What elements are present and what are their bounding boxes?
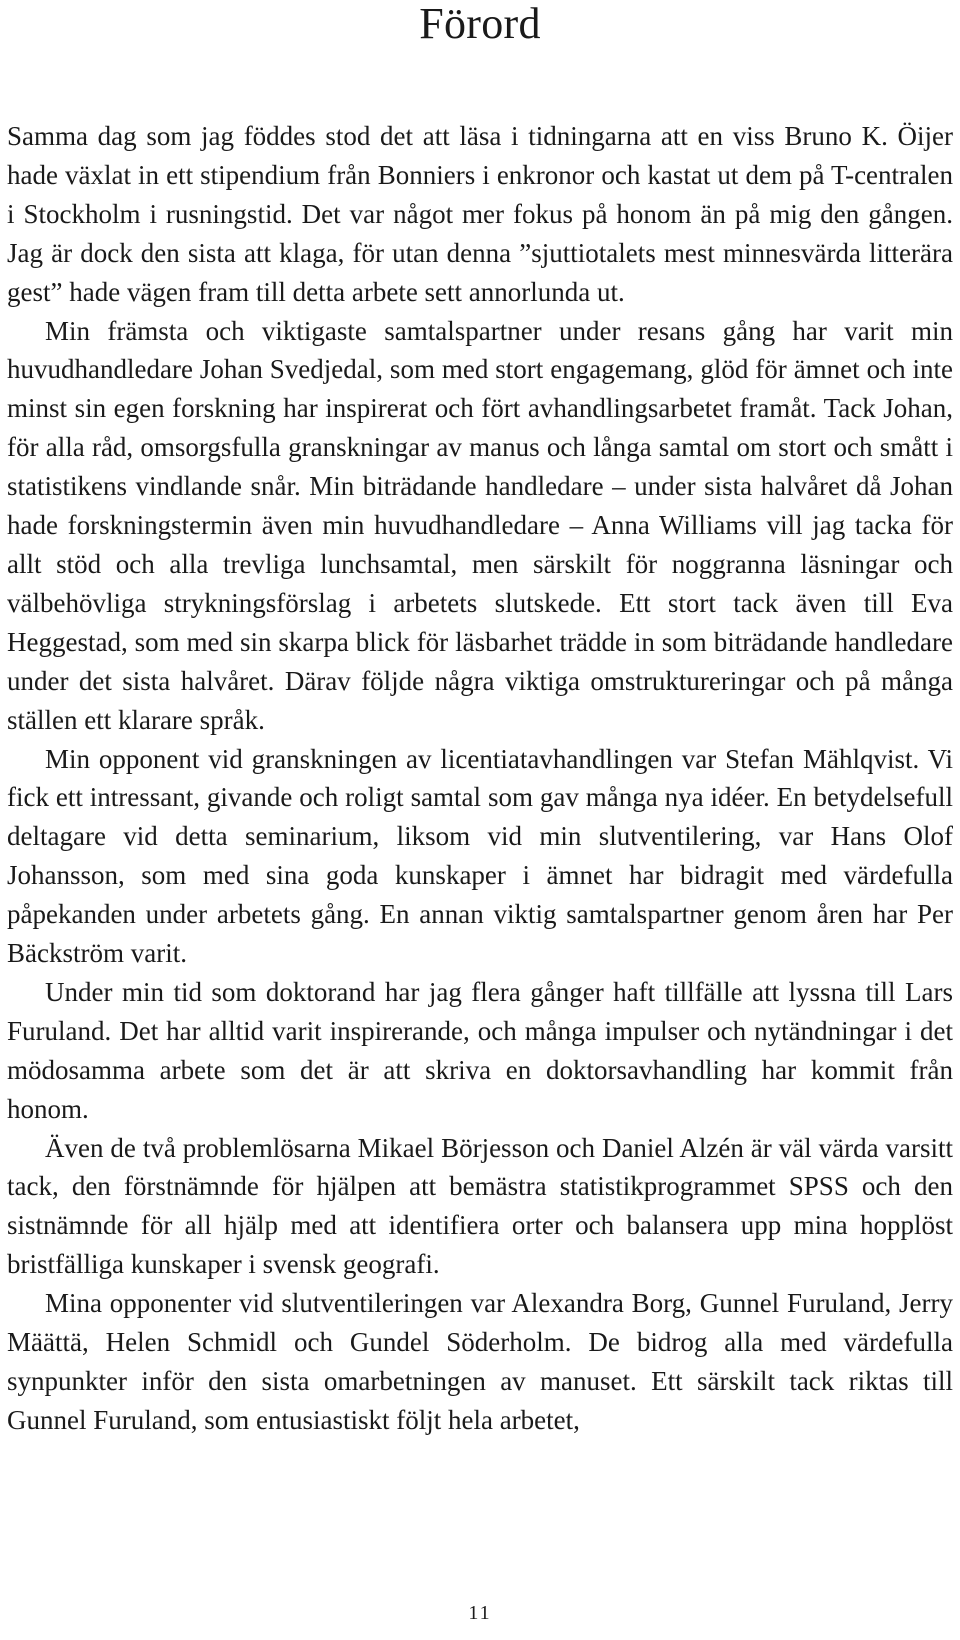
page-title: Förord	[419, 0, 541, 48]
paragraph-2: Min främsta och viktigaste samtalspartner under resans gång har varit min huvudhandledare Johan Svedjedal, som med stort engagemang, glöd för ämnet och inte minst sin egen forskning har inspirerat och fört avhandlingsarbetet framåt. Tack Johan, för alla råd, omsorgsfulla granskningar av manus och långa samtal om stort och smått i statistikens vindlande snår. Min biträdande handledare – under sista halvåret då Johan hade forskningstermin även min huvudhandledare – Anna Williams vill jag tacka för allt stöd och alla trevliga lunchsamtal, men särskilt för noggranna läsningar och välbehövliga strykningsförslag i arbetets slutskede. Ett stort tack även till Eva Heggestad, som med sin skarpa blick för läsbarhet trädde in som biträdande handledare under det sista halvåret. Därav följde några viktiga omstruktureringar och på många ställen ett klarare språk.	[7, 315, 953, 735]
paragraph-3: Min opponent vid granskningen av licentiatavhandlingen var Stefan Mählqvist. Vi fick ett intressant, givande och roligt samtal som gav många nya idéer. En betydelsefull deltagare vid detta seminarium, liksom vid min slutventilering, var Hans Olof Johansson, som med sina goda kunskaper i ämnet har bidragit med värdefulla påpekanden under arbetets gång. En annan viktig samtalspartner genom åren har Per Bäckström varit.	[7, 743, 953, 969]
page-number: 11	[468, 1602, 492, 1624]
paragraph-5: Även de två problemlösarna Mikael Börjesson och Daniel Alzén är väl värda varsitt tack, den förstnämnde för hjälpen att bemästra statistikprogrammet SPSS och den sistnämnde för all hjälp med att identifiera orter och balansera upp mina hopplöst bristfälliga kunskaper i svensk geografi.	[7, 1132, 953, 1280]
paragraph-6: Mina opponenter vid slutventileringen var Alexandra Borg, Gunnel Furuland, Jerry Määttä, Helen Schmidl och Gundel Söderholm. De bidrog alla med värdefulla synpunkter inför den sista omarbetningen av manuset. Ett särskilt tack riktas till Gunnel Furuland, som entusiastiskt följt hela arbetet,	[7, 1288, 953, 1435]
paragraph-1: Samma dag som jag föddes stod det att läsa i tidningarna att en viss Bruno K. Öijer hade växlat in ett stipendium från Bonniers i enkronor och kastat ut dem på T-centralen i Stockholm i rusningstid. Det var något mer fokus på honom än på mig den gången. Jag är dock den sista att klaga, för utan denna ”sjuttiotalets mest minnesvärda litterära gest” hade vägen fram till detta arbete sett annorlunda ut.	[7, 121, 953, 307]
paragraph-4: Under min tid som doktorand har jag flera gånger haft tillfälle att lyssna till Lars Furuland. Det har alltid varit inspirerande, och många impulser och nytändningar i det mödosamma arbete som det är att skriva en doktorsavhandling har kommit från honom.	[7, 976, 953, 1124]
body-text	[7, 117, 953, 1440]
